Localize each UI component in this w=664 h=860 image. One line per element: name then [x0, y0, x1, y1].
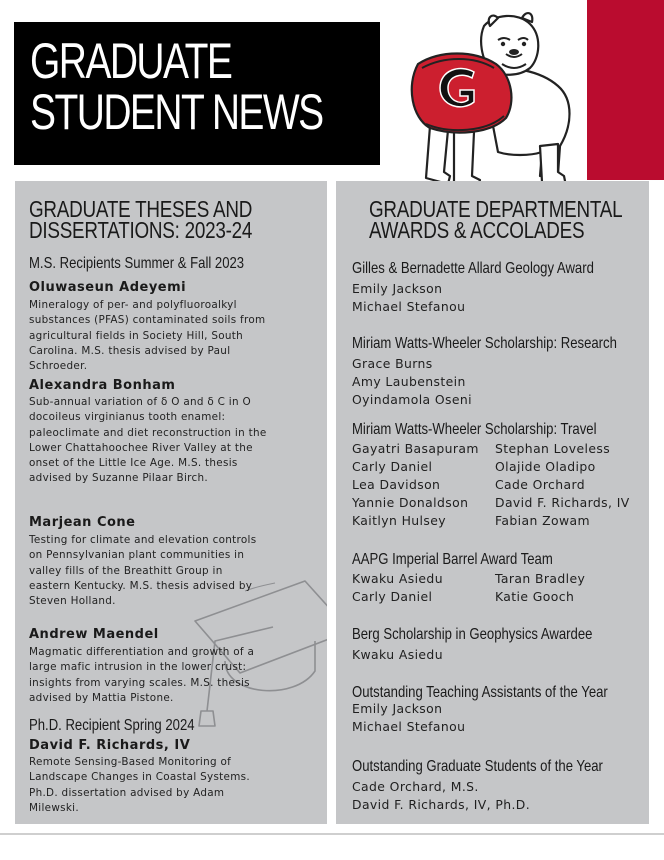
ms-recipients-heading	[29, 255, 291, 273]
award-title-text: Miriam Watts-Wheeler Scholarship: Travel	[352, 421, 597, 438]
recipient-name: Lea Davidson	[352, 477, 441, 492]
awards-heading-line-2: AWARDS & ACCOLADES	[369, 217, 585, 243]
entry-name: Alexandra Bonham	[29, 378, 176, 393]
awards-heading-line-1: GRADUATE DEPARTMENTAL	[369, 196, 623, 222]
recipient-name: Taran Bradley	[495, 571, 586, 586]
recipient-name: Emily Jackson	[352, 701, 443, 716]
award-recipients	[352, 700, 465, 736]
award-title-text: Gilles & Bernadette Allard Geology Award	[352, 260, 594, 277]
entry-name: Marjean Cone	[29, 515, 136, 530]
entry-name: Oluwaseun Adeyemi	[29, 280, 187, 295]
awards-panel	[336, 181, 649, 824]
bulldog-mascot-icon	[390, 6, 582, 190]
award-title	[352, 626, 645, 644]
award-title	[352, 421, 649, 439]
recipient-name: Oyindamola Oseni	[352, 392, 472, 407]
entry-description: Remote Sensing-Based Monitoring of Landscape Changes in Coastal Systems. Ph.D. dissertation advised by Adam Milewski.	[29, 756, 250, 814]
phd-recipient-heading-text: Ph.D. Recipient Spring 2024	[29, 717, 195, 734]
recipient-name: Kaitlyn Hulsey	[352, 513, 446, 528]
recipient-name: Michael Stefanou	[352, 299, 466, 314]
recipient-name: Olajide Oladipo	[495, 459, 596, 474]
recipient-name: Carly Daniel	[352, 459, 433, 474]
recipient-name: Michael Stefanou	[352, 719, 466, 734]
recipient-name: David F. Richards, IV, Ph.D.	[352, 797, 531, 812]
theses-section-heading	[29, 196, 301, 243]
theses-heading-line-2: DISSERTATIONS: 2023-24	[29, 217, 253, 243]
award-title-text: Outstanding Teaching Assistants of the Year	[352, 684, 608, 701]
recipient-name: David F. Richards, IV	[495, 495, 630, 510]
award-recipients-col-1	[352, 440, 479, 530]
red-accent-bar	[587, 0, 664, 180]
recipient-name: Amy Laubenstein	[352, 374, 466, 389]
entry-description: Testing for climate and elevation controls on Pennsylvanian plant communities in valley fills of the Breathitt Group in eastern Kentucky. M.S. thesis advised by Steven Holland.	[29, 534, 257, 608]
award-title-text: Miriam Watts-Wheeler Scholarship: Research	[352, 335, 617, 352]
recipient-name: Fabian Zowam	[495, 513, 590, 528]
award-title	[352, 551, 597, 569]
award-recipients-col-2	[495, 440, 630, 530]
award-title	[352, 335, 649, 353]
award-recipients-col-2	[495, 570, 585, 606]
entry-description: Mineralogy of per- and polyfluoroalkyl substances (PFAS) contaminated soils from agricultural fields in Society Hill, South Carolina. M.S. thesis advised by Paul Schroeder.	[29, 299, 266, 373]
award-title-text: Outstanding Graduate Students of the Year	[352, 758, 603, 775]
theses-panel	[15, 181, 327, 824]
recipient-name: Kwaku Asiedu	[352, 571, 443, 586]
recipient-name: Katie Gooch	[495, 589, 575, 604]
entry-description: Magmatic differentiation and growth of a large mafic intrusion in the lower crust: insights from varying scales. M.S. thesis advised by Mattia Pistone.	[29, 646, 255, 704]
recipient-name: Stephan Loveless	[495, 441, 611, 456]
awards-section-heading	[369, 196, 649, 243]
recipient-name: Carly Daniel	[352, 589, 433, 604]
award-title	[352, 758, 649, 776]
entry-name: Andrew Maendel	[29, 627, 159, 642]
award-recipients	[352, 355, 472, 409]
header-title-block	[14, 22, 380, 165]
award-title	[352, 260, 647, 278]
recipient-name: Emily Jackson	[352, 281, 443, 296]
award-recipients	[352, 280, 465, 316]
bottom-divider	[0, 833, 664, 835]
recipient-name: Cade Orchard	[495, 477, 586, 492]
ms-recipients-heading-text: M.S. Recipients Summer & Fall 2023	[29, 255, 245, 272]
entry-description: Sub-annual variation of δ O and δ C in O docoileus virginianus tooth enamel: paleoclimate and diet reconstruction in the Lower Chattahoochee River Valley at the onset of the Little Ice Age. M.S. thesis advised by Suzanne Pilaar Birch.	[29, 396, 267, 485]
page-title-line-1: GRADUATE	[30, 33, 232, 89]
recipient-name: Yannie Donaldson	[352, 495, 469, 510]
award-recipients	[352, 778, 530, 814]
award-title-text: Berg Scholarship in Geophysics Awardee	[352, 626, 593, 643]
entry-name: David F. Richards, IV	[29, 738, 191, 753]
theses-heading-line-1: GRADUATE THESES AND	[29, 196, 253, 222]
recipient-name: Gayatri Basapuram	[352, 441, 479, 456]
recipient-name: Cade Orchard, M.S.	[352, 779, 479, 794]
phd-recipient-heading	[29, 717, 231, 735]
award-recipients	[352, 646, 443, 664]
award-recipients-col-1	[352, 570, 443, 606]
recipient-name: Kwaku Asiedu	[352, 647, 443, 662]
recipient-name: Grace Burns	[352, 356, 433, 371]
page-title-line-2: STUDENT NEWS	[30, 84, 323, 140]
award-title-text: AAPG Imperial Barrel Award Team	[352, 551, 553, 568]
